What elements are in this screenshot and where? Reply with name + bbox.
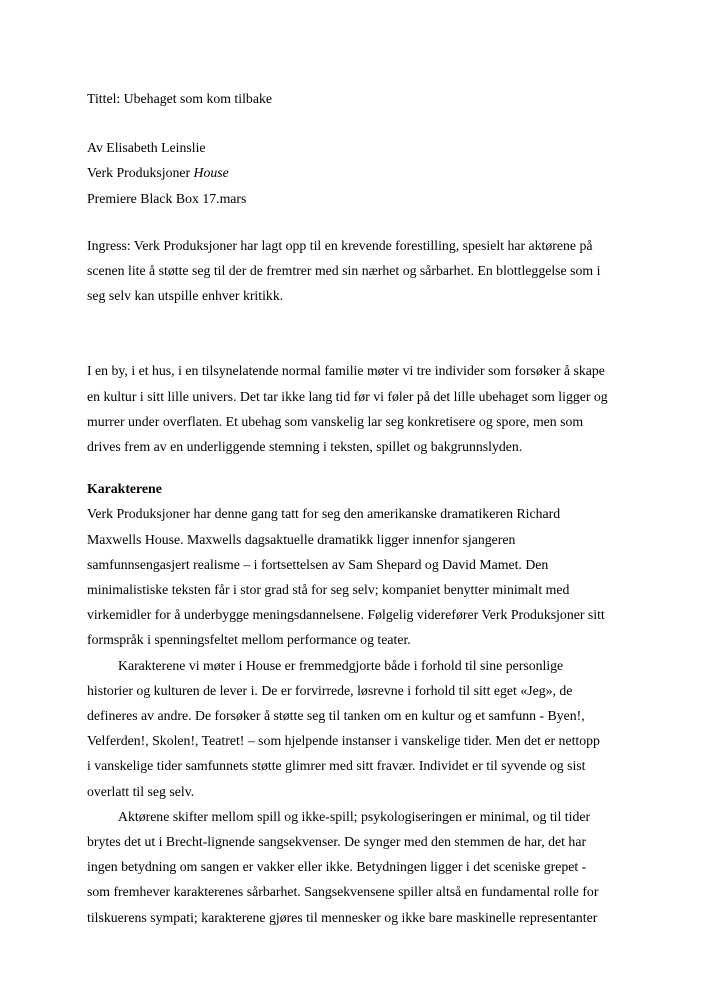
text-line: Velferden!, Skolen!, Teatret! – som hjelpende instanser i vanskelige tider. Men det er nettopp bbox=[87, 733, 600, 749]
document-title-line: Tittel: Ubehaget som kom tilbake bbox=[87, 91, 272, 106]
byline-company bbox=[87, 160, 659, 185]
text-line: seg selv kan utspille enhver kritikk. bbox=[87, 288, 284, 304]
text-line: som fremhever karakterenes sårbarhet. Sangsekvensene spiller altså en fundamental rolle for bbox=[87, 884, 599, 900]
text-line: murrer under overflaten. Et ubehag som vanskelig lar seg konkretisere og spore, men som bbox=[87, 413, 584, 429]
text-line: i vanskelige tider samfunnets støtte glimrer med sitt fravær. Individet er til syvende og sist bbox=[87, 758, 586, 774]
text-line: Ingress: Verk Produksjoner har lagt opp til en krevende forestilling, spesielt har aktørene på bbox=[87, 237, 593, 253]
text-line: Karakterene vi møter i House er fremmedgjorte både i forhold til sine personlige bbox=[118, 657, 564, 673]
byline-company-prefix: Verk Produksjoner bbox=[87, 165, 194, 181]
text-line: ingen betydning om sangen er vakker eller ikke. Betydningen ligger i det sceniske grepet - bbox=[87, 859, 587, 875]
intro-paragraph bbox=[87, 358, 659, 459]
paragraph-actors bbox=[87, 804, 659, 930]
text-line: I en by, i et hus, i en tilsynelatende normal familie møter vi tre individer som forsøker å skape bbox=[87, 363, 605, 379]
byline-block bbox=[87, 135, 659, 211]
paragraph-maxwell bbox=[87, 501, 659, 652]
work-title-italic: House bbox=[193, 165, 229, 181]
text-line: drives frem av en underliggende stemning i teksten, spillet og bakgrunnslyden. bbox=[87, 439, 523, 455]
text-line: tilskuerens sympati; karakterene gjøres til mennesker og ikke bare maskinelle representanter bbox=[87, 909, 598, 925]
text-line: scenen lite å støtte seg til der de fremtrer med sin nærhet og sårbarhet. En blottleggelse som i bbox=[87, 263, 601, 279]
section-heading-karakterene: Karakterene bbox=[87, 481, 162, 497]
text-line: virkemidler for å underbygge meningsdannelsene. Følgelig viderefører Verk Produksjoner sitt bbox=[87, 607, 605, 623]
text-line: Verk Produksjoner har denne gang tatt for seg den amerikanske dramatikeren Richard bbox=[87, 506, 561, 522]
ingress-paragraph bbox=[87, 233, 659, 309]
text-line: en kultur i sitt lille univers. Det tar ikke lang tid før vi føler på det lille ubehaget som ligger og bbox=[87, 388, 608, 404]
text-line: overlatt til seg selv. bbox=[87, 783, 195, 799]
text-line: samfunnsengasjert realisme – i fortsettelsen av Sam Shepard og David Mamet. Den bbox=[87, 556, 549, 572]
byline-premiere: Premiere Black Box 17.mars bbox=[87, 190, 247, 206]
paragraph-characters bbox=[87, 653, 659, 804]
text-line: minimalistiske teksten får i stor grad stå for seg selv; kompaniet benytter minimalt med bbox=[87, 582, 570, 598]
document-content bbox=[87, 86, 659, 930]
text-line: defineres av andre. De forsøker å støtte seg til tanken om en kultur og et samfunn - Byen!, bbox=[87, 708, 585, 724]
text-line: Maxwells House. Maxwells dagsaktuelle dramatikk ligger innenfor sjangeren bbox=[87, 531, 516, 547]
text-line: Aktørene skifter mellom spill og ikke-spill; psykologiseringen er minimal, og til tider bbox=[118, 808, 591, 824]
text-line: formspråk i spenningsfeltet mellom performance og teater. bbox=[87, 632, 411, 648]
byline-author: Av Elisabeth Leinslie bbox=[87, 140, 206, 156]
text-line: brytes det ut i Brecht-lignende sangsekvenser. De synger med den stemmen de har, det har bbox=[87, 834, 587, 850]
text-line: historier og kulturen de lever i. De er forvirrede, løsrevne i forhold til sitt eget «Jeg», de bbox=[87, 682, 573, 698]
